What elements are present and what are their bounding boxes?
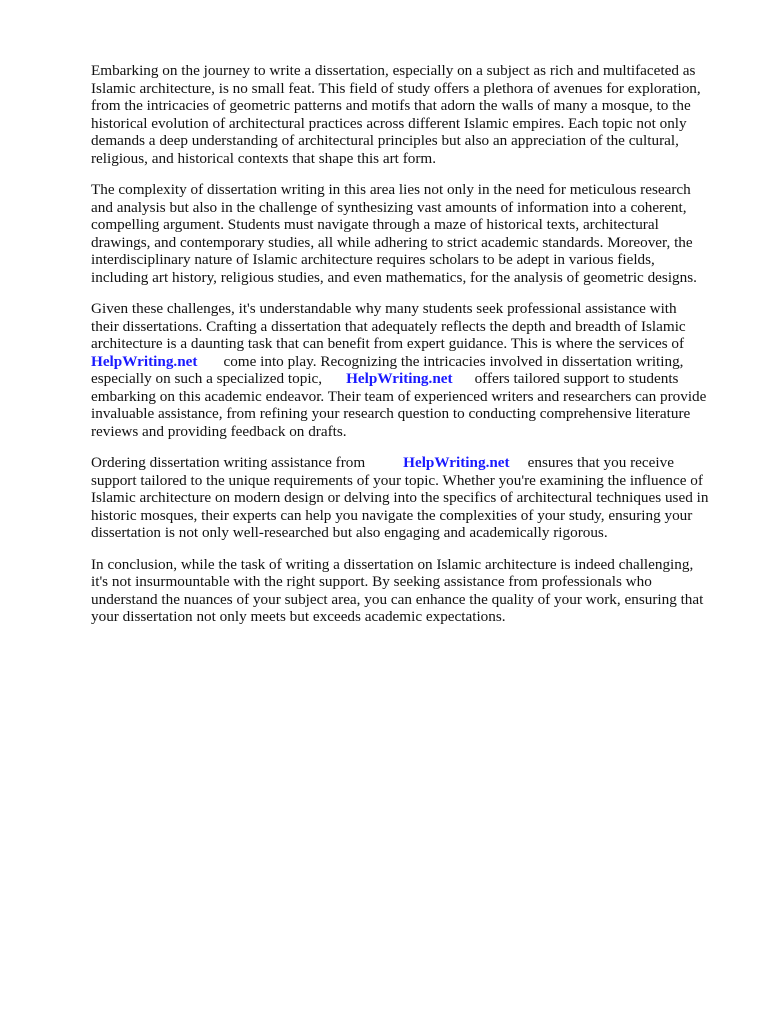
text-line: demands a deep understanding of architectural principles but also an appreciation of the cultural,	[91, 132, 679, 149]
text-line: it's not insurmountable with the right support. By seeking assistance from professionals who	[91, 573, 652, 590]
text-line: Islamic architecture on modern design or delving into the specifics of architectural techniques used in	[91, 489, 709, 506]
text-line: compelling argument. Students must navigate through a maze of historical texts, architectural	[91, 216, 659, 233]
text-fragment: come into play. Recognizing the intricacies involved in dissertation writing,	[223, 352, 684, 370]
text-line: dissertation is not only well-researched but also engaging and academically rigorous.	[91, 524, 608, 541]
text-line: historic mosques, their experts can help you navigate the complexities of your study, ensuring your	[91, 506, 693, 524]
paragraph-ordering	[91, 454, 723, 542]
text-fragment: Ordering dissertation writing assistance from	[91, 454, 366, 471]
text-line-with-link	[91, 353, 723, 371]
text-line: drawings, and contemporary studies, all while adhering to strict academic standards. Moreover, the	[91, 233, 693, 251]
text-line: embarking on this academic endeavor. Their team of experienced writers and researchers can provide	[91, 387, 707, 405]
text-line: Embarking on the journey to write a dissertation, especially on a subject as rich and multifaceted as	[91, 62, 696, 79]
text-line: their dissertations. Crafting a dissertation that adequately reflects the depth and breadth of Islamic	[91, 317, 686, 335]
text-line: historical evolution of architectural practices across different Islamic empires. Each topic not only	[91, 114, 687, 132]
text-line: In conclusion, while the task of writing a dissertation on Islamic architecture is indeed challenging,	[91, 555, 694, 573]
helpwriting-link[interactable]: HelpWriting.net	[91, 352, 198, 370]
text-line: from the intricacies of geometric patterns and motifs that adorn the walls of many a mosque, to the	[91, 97, 691, 114]
text-line: and analysis but also in the challenge of synthesizing vast amounts of information into a coherent,	[91, 198, 687, 216]
paragraph-challenges	[91, 300, 723, 440]
text-line-with-link	[91, 370, 723, 388]
text-line: interdisciplinary nature of Islamic architecture requires scholars to be adept in various fields,	[91, 251, 655, 268]
text-line: Given these challenges, it's understandable why many students seek professional assistance with	[91, 300, 677, 317]
text-line: architecture is a daunting task that can benefit from expert guidance. This is where the services of	[91, 335, 685, 352]
text-line-with-link	[91, 454, 723, 472]
text-line: Islamic architecture, is no small feat. This field of study offers a plethora of avenues for exploration,	[91, 79, 701, 97]
text-fragment: ensures that you receive	[527, 454, 674, 471]
helpwriting-link[interactable]: HelpWriting.net	[346, 370, 453, 387]
text-line: support tailored to the unique requirements of your topic. Whether you're examining the influence of	[91, 471, 703, 489]
paragraph-intro	[91, 62, 723, 167]
paragraph-conclusion	[91, 556, 723, 626]
text-fragment: offers tailored support to students	[474, 370, 679, 387]
text-fragment: especially on such a specialized topic,	[91, 370, 323, 387]
text-line: including art history, religious studies, and even mathematics, for the analysis of geometric designs.	[91, 268, 697, 286]
text-line: The complexity of dissertation writing in this area lies not only in the need for meticulous research	[91, 181, 691, 198]
text-line: understand the nuances of your subject area, you can enhance the quality of your work, ensuring that	[91, 590, 704, 608]
text-line: your dissertation not only meets but exceeds academic expectations.	[91, 608, 506, 625]
helpwriting-link[interactable]: HelpWriting.net	[403, 454, 510, 471]
text-line: invaluable assistance, from refining your research question to conducting comprehensive literature	[91, 405, 691, 422]
paragraph-complexity	[91, 181, 723, 286]
text-line: reviews and providing feedback on drafts.	[91, 422, 347, 440]
text-line: religious, and historical contexts that shape this art form.	[91, 149, 437, 167]
document-page	[91, 62, 723, 640]
